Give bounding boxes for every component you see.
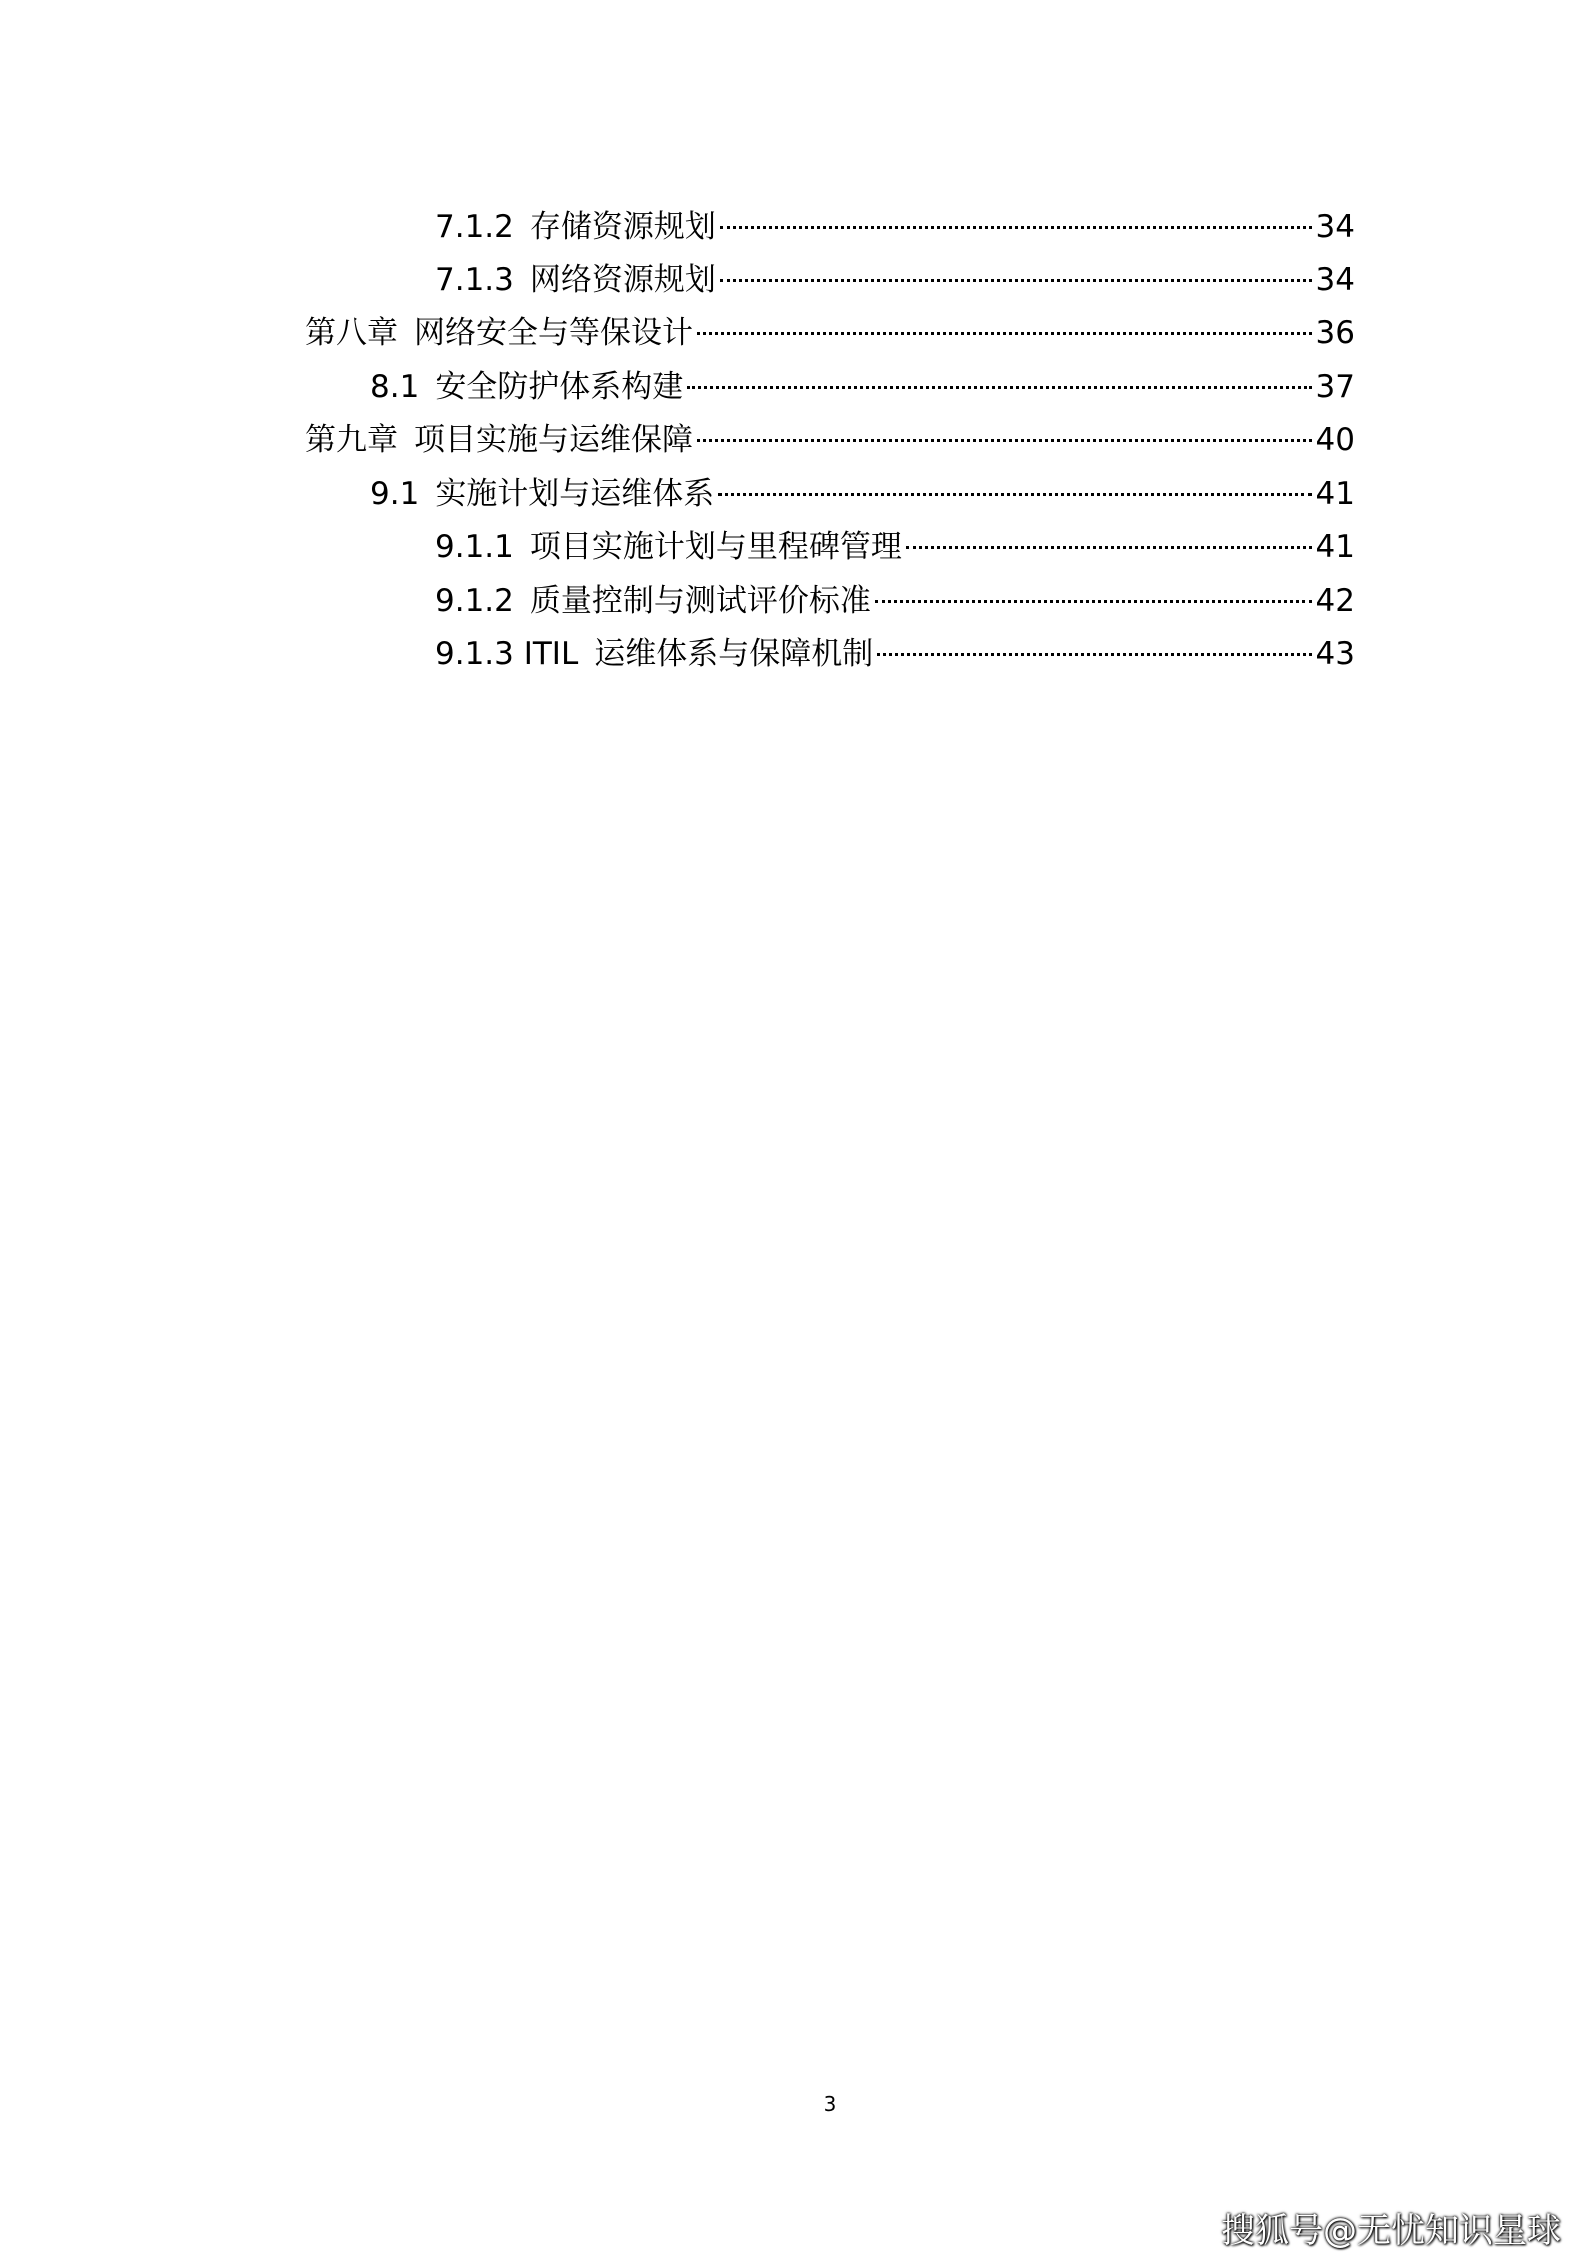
toc-entry-number: 9.1.1 <box>435 529 514 565</box>
dot-leader <box>877 653 1311 656</box>
toc-entry-number: 9.1.3 ITIL <box>435 636 579 672</box>
dot-leader <box>906 546 1312 549</box>
toc-entry-number: 第八章 <box>305 315 398 351</box>
toc-entry-page: 43 <box>1315 636 1355 672</box>
toc-entry-title: 项目实施计划与里程碑管理 <box>529 529 902 565</box>
toc-entry-number: 7.1.2 <box>435 209 514 245</box>
toc-entry-number: 第九章 <box>305 422 398 458</box>
toc-entry[interactable] <box>370 360 1355 414</box>
toc-entry-title: 网络资源规划 <box>529 262 716 298</box>
toc-entry-page: 36 <box>1315 315 1355 351</box>
toc-entry-number: 7.1.3 <box>435 262 514 298</box>
toc-entry-page: 42 <box>1315 583 1355 619</box>
toc-entry-page: 37 <box>1315 369 1355 405</box>
toc-entry-number: 9.1 <box>370 476 420 512</box>
toc-entry-page: 34 <box>1315 262 1355 298</box>
dot-leader <box>720 226 1312 229</box>
toc-entry-title: 实施计划与运维体系 <box>435 476 715 512</box>
dot-leader <box>687 386 1311 389</box>
toc-entry[interactable] <box>305 306 1355 360</box>
toc-entry[interactable] <box>435 520 1355 574</box>
page-number: 3 <box>823 2092 837 2116</box>
toc-entry[interactable] <box>435 200 1355 254</box>
toc-entry[interactable] <box>435 574 1355 628</box>
toc-entry-title: 安全防护体系构建 <box>435 369 684 405</box>
toc-entry-page: 41 <box>1315 476 1355 512</box>
toc-entry[interactable] <box>435 627 1355 681</box>
toc-entry-title: 网络安全与等保设计 <box>414 315 693 351</box>
toc-entry-title: 存储资源规划 <box>529 209 716 245</box>
watermark: 搜狐号@无忧知识星球 <box>1221 2211 1561 2251</box>
toc-entry-page: 40 <box>1315 422 1355 458</box>
dot-leader <box>718 493 1311 496</box>
toc-entry[interactable] <box>435 253 1355 307</box>
dot-leader <box>697 332 1312 335</box>
toc-entry-title: 质量控制与测试评价标准 <box>529 583 871 619</box>
toc-entry-number: 9.1.2 <box>435 583 514 619</box>
dot-leader <box>875 600 1312 603</box>
dot-leader <box>697 439 1312 442</box>
toc-entry-page: 34 <box>1315 209 1355 245</box>
toc-entry[interactable] <box>305 413 1355 467</box>
dot-leader <box>720 279 1312 282</box>
toc-entry-page: 41 <box>1315 529 1355 565</box>
toc-entry[interactable] <box>370 467 1355 521</box>
toc-entry-number: 8.1 <box>370 369 420 405</box>
toc-entry-title: 项目实施与运维保障 <box>414 422 693 458</box>
toc-entry-title: 运维体系与保障机制 <box>594 636 874 672</box>
